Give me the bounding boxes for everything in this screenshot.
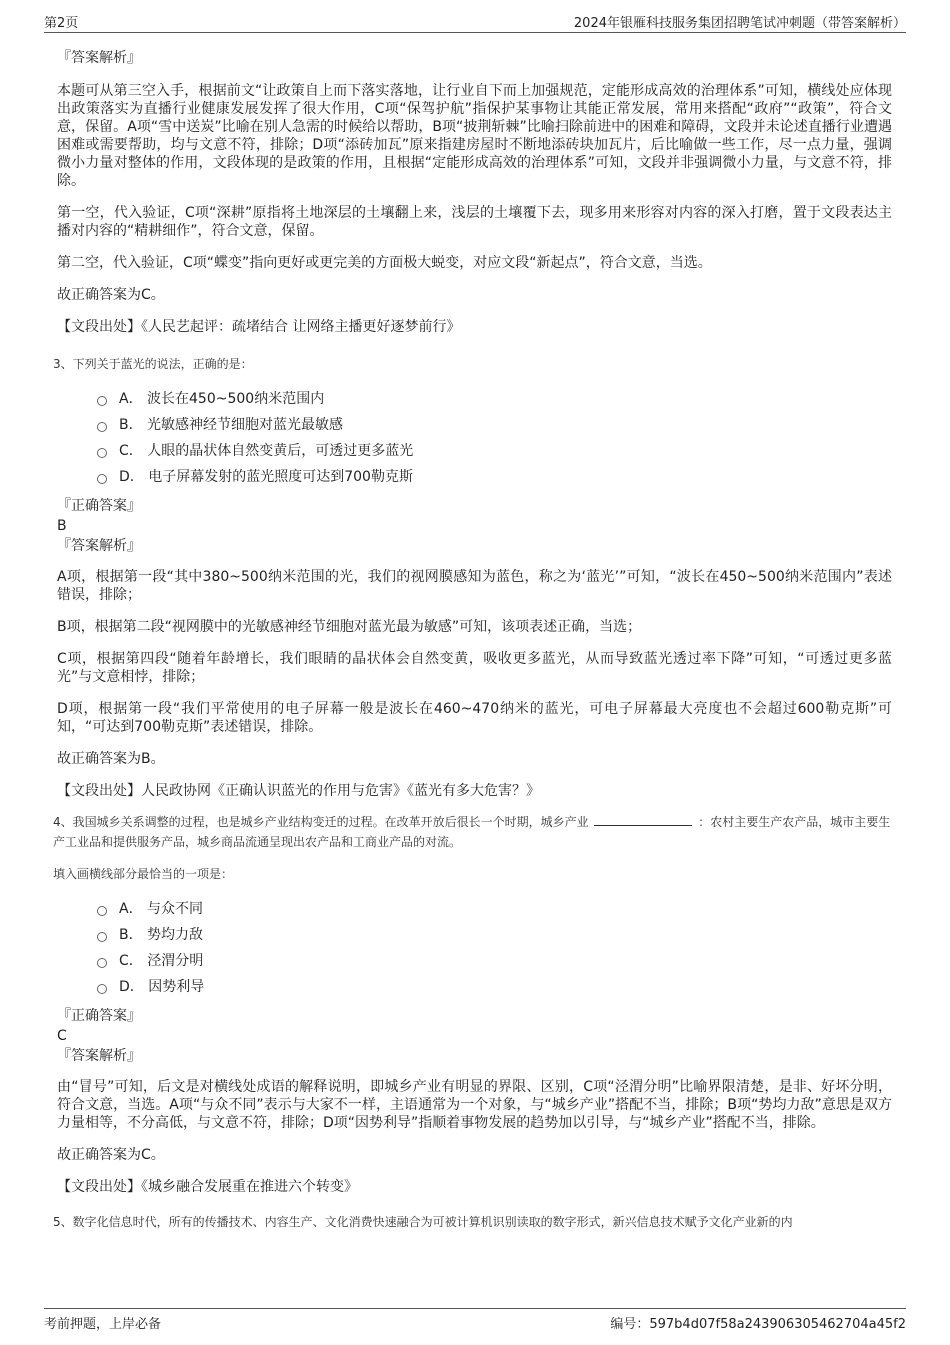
q4-correct-label: 『正确答案』: [57, 1008, 141, 1024]
q3-correct-label: 『正确答案』: [57, 498, 141, 514]
q4-correct-answer: C: [57, 1028, 67, 1044]
page-header: [44, 12, 906, 33]
q4-analysis-para: 由“冒号”可知，后文是对横线处成语的解释说明，即城乡产业有明显的界限、区别，C项“泾渭分明”比喻界限清楚，是非、好坏分明，符合文意，当选。A项“与众不同”表示与大家不一样，主语通常为一个对象，与“城乡产业”搭配不当，排除；B项“势均力敌”意思是双方力量相等，不分高低，与文意不符，排除；D项“因势利导”指顺着事物发展的趋势加以引导，与“城乡产业”搭配不当，排除。: [57, 1079, 892, 1131]
radio-icon[interactable]: [97, 474, 107, 484]
q3-analysis-para: C项，根据第四段“随着年龄增长，我们眼睛的晶状体会自然变黄，吸收更多蓝光，从而导致蓝光透过率下降”可知，“可透过更多蓝光”与文意相悖，排除；: [57, 651, 892, 685]
q3-analysis-label: 『答案解析』: [57, 538, 141, 554]
q3-source: 【文段出处】人民政协网《正确认识蓝光的作用与危害》《蓝光有多大危害？》: [57, 783, 540, 799]
q5-question: 5、数字化信息时代，所有的传播技术、内容生产、文化消费快速融合为可被计算机识别读取的数字形式，新兴信息技术赋予文化产业新的内: [53, 1215, 793, 1229]
q3-options: [57, 386, 892, 490]
q3-option-c[interactable]: C． 人眼的晶状体自然变黄后，可透过更多蓝光: [97, 438, 892, 464]
q4-answer: 故正确答案为C。: [57, 1147, 165, 1163]
radio-icon[interactable]: [97, 448, 107, 458]
document-body: [53, 44, 892, 1232]
q3-option-b[interactable]: B． 光敏感神经节细胞对蓝光最敏感: [97, 412, 892, 438]
q4-option-b[interactable]: B． 势均力敌: [97, 922, 892, 948]
radio-icon[interactable]: [97, 984, 107, 994]
answer-blank: [594, 813, 692, 826]
document-title: 2024年银雁科技服务集团招聘笔试冲刺题（带答案解析）: [573, 16, 906, 31]
q2-source: 【文段出处】《人民艺起评：疏堵结合 让网络主播更好逐梦前行》: [57, 319, 461, 335]
radio-icon[interactable]: [97, 906, 107, 916]
q3-option-a[interactable]: A． 波长在450~500纳米范围内: [97, 386, 892, 412]
q3-answer: 故正确答案为B。: [57, 751, 165, 767]
q2-analysis-para: 第一空，代入验证，C项“深耕”原指将土地深层的土壤翻上来，浅层的土壤覆下去，现多用来形容对内容的深入打磨，置于文段表达主播对内容的“精耕细作”，符合文意，保留。: [57, 205, 892, 239]
q4-option-c[interactable]: C． 泾渭分明: [97, 948, 892, 974]
q3-analysis-para: D项，根据第一段“我们平常使用的电子屏幕一般是波长在460~470纳米的蓝光，可电子屏幕最大亮度也不会超过600勒克斯”可知，“可达到700勒克斯”表述错误，排除。: [57, 701, 892, 735]
q2-analysis-para: 第二空，代入验证，C项“蝶变”指向更好或更完美的方面极大蜕变，对应文段“新起点”，符合文意，当选。: [57, 255, 712, 271]
document-id: 编号：597b4d07f58a243906305462704a45f2: [610, 1317, 906, 1332]
footer-slogan: 考前押题，上岸必备: [44, 1317, 162, 1332]
q4-source: 【文段出处】《城乡融合发展重在推进六个转变》: [57, 1179, 358, 1195]
radio-icon[interactable]: [97, 422, 107, 432]
q3-question: 3、下列关于蓝光的说法，正确的是：: [53, 357, 253, 371]
page-footer: [44, 1308, 906, 1330]
q4-options: [57, 896, 892, 1000]
q4-question: 4、我国城乡关系调整的过程，也是城乡产业结构变迁的过程。在改革开放后很长一个时期，城乡产业 ：农村主要生产农产品，城市主要生产工业品和提供服务产品，城乡商品流通呈现出农产品和工商业产品的对流。: [53, 815, 891, 849]
radio-icon[interactable]: [97, 396, 107, 406]
q3-analysis-para: B项，根据第二段“视网膜中的光敏感神经节细胞对蓝光最为敏感”可知，该项表述正确，当选；: [57, 619, 642, 635]
q3-correct-answer: B: [57, 518, 67, 534]
page-number: 第2页: [44, 16, 79, 31]
q4-option-a[interactable]: A． 与众不同: [97, 896, 892, 922]
q4-option-d[interactable]: D． 因势利导: [97, 974, 892, 1000]
q3-analysis-para: A项，根据第一段“其中380~500纳米范围的光，我们的视网膜感知为蓝色，称之为‘蓝光’”可知，“波长在450~500纳米范围内”表述错误，排除；: [57, 569, 892, 603]
radio-icon[interactable]: [97, 958, 107, 968]
q2-answer: 故正确答案为C。: [57, 287, 165, 303]
q4-prompt: 填入画横线部分最恰当的一项是：: [53, 867, 234, 881]
q2-analysis-label: 『答案解析』: [57, 50, 141, 66]
radio-icon[interactable]: [97, 932, 107, 942]
q3-option-d[interactable]: D． 电子屏幕发射的蓝光照度可达到700勒克斯: [97, 464, 892, 490]
q2-analysis-para: 本题可从第三空入手，根据前文“让政策自上而下落实落地，让行业自下而上加强规范，定能形成高效的治理体系”可知，横线处应体现出政策落实为直播行业健康发展发挥了很大作用，C项“保驾护航”指保护某事物让其能正常发展，常用来搭配“政府”“政策”，符合文意，保留。A项“雪中送炭”比喻在别人急需的时候给以帮助，B项“披荆斩棘”比喻扫除前进中的困难和障碍，文段并未论述直播行业遭遇困难或需要帮助，均与文意不符，排除；D项“添砖加瓦”原来指建房屋时不断地添砖块加瓦片，后比喻做一些工作，尽一点力量，强调微小力量对整体的作用，文段体现的是政策的作用，且根据“定能形成高效的治理体系”可知，文段并非强调微小力量，与文意不符，排除。: [57, 83, 892, 189]
q4-analysis-label: 『答案解析』: [57, 1048, 141, 1064]
